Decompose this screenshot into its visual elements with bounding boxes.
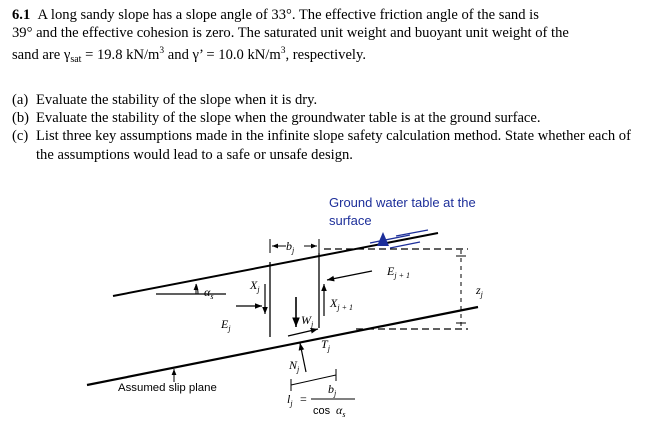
question-number: 6.1 bbox=[12, 7, 31, 23]
label-n-j: $N_j$ bbox=[289, 358, 300, 374]
n-j-force-arrow bbox=[300, 343, 306, 372]
part-b-text: Evaluate the stability of the slope when the groundwater table is at the ground surface. bbox=[36, 110, 541, 127]
label-frac-alpha: $\alpha_s$ bbox=[336, 403, 346, 419]
groundwater-label: Ground water table at the surface bbox=[329, 195, 476, 228]
label-alpha: $\alpha_s$ bbox=[204, 285, 214, 301]
label-frac-b: $b_j$ bbox=[328, 382, 337, 398]
label-b: $b_j$ bbox=[286, 239, 295, 255]
part-a-text: Evaluate the stability of the slope when it is dry. bbox=[36, 92, 318, 108]
label-frac-cos: cos bbox=[313, 405, 331, 417]
saturated-weight-text: = 19.8 kN/m bbox=[81, 47, 160, 64]
slip-plane-line bbox=[87, 307, 478, 385]
buoyant-weight-text: and γ’ = 10.0 kN/m bbox=[164, 47, 281, 64]
water-table-hatch-3 bbox=[390, 242, 420, 248]
label-l-j: $l_j$ bbox=[287, 392, 293, 408]
part-b-label: (b) bbox=[12, 110, 30, 127]
question-line-1-text: A long sandy slope has a slope angle of 33°. The effective friction angle of the sand is bbox=[37, 7, 539, 23]
unit-exponent-2: 3 bbox=[280, 46, 286, 57]
question-line-3-start: sand are bbox=[12, 47, 61, 64]
slip-plane-label: Assumed slip plane bbox=[118, 382, 217, 394]
e-next-force-arrow bbox=[327, 271, 372, 280]
label-z-j: $z_j$ bbox=[476, 283, 483, 299]
label-x-next: $X_{j + 1}$ bbox=[330, 296, 353, 312]
gamma-symbol: γ bbox=[63, 47, 71, 64]
label-e-j: $E_j$ bbox=[221, 317, 231, 333]
t-j-force-arrow bbox=[288, 329, 318, 336]
label-e-next: $E_{j + 1}$ bbox=[387, 264, 410, 280]
part-c-label: (c) bbox=[12, 128, 29, 145]
label-x-j: $X_j$ bbox=[250, 278, 260, 294]
label-w-j: $W_j$ bbox=[301, 313, 314, 329]
part-c-text: List three key assumptions made in the infinite slope safety calculation method. State whether each of the assumptions would lead to a safe or unsafe design. bbox=[36, 128, 631, 163]
unit-exponent-1: 3 bbox=[159, 46, 165, 57]
label-t-j: $T_j$ bbox=[321, 337, 330, 353]
question-line-3-end: , respectively. bbox=[285, 47, 366, 64]
gamma-subscript: sat bbox=[70, 54, 82, 66]
question-line-2: 39° and the effective cohesion is zero. The saturated unit weight and buoyant unit weight of the bbox=[12, 25, 569, 42]
part-a-label: (a) bbox=[12, 92, 29, 108]
label-equals: = bbox=[300, 392, 307, 406]
